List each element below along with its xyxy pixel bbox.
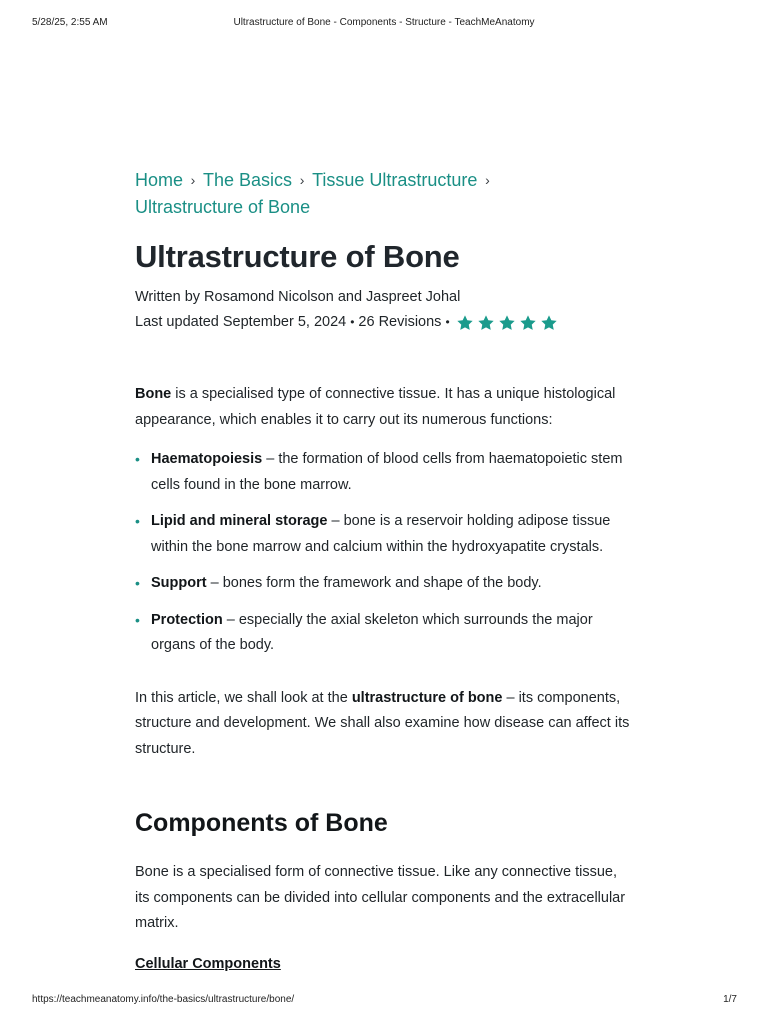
breadcrumb-the-basics-link[interactable]: The Basics <box>203 170 293 190</box>
page-number: 1/7 <box>723 994 737 1005</box>
last-updated: Last updated September 5, 2024 <box>135 314 347 330</box>
list-item-desc: – the formation of blood cells from haematopoietic stem cells found in the bone marrow. <box>151 451 623 493</box>
print-url: https://teachmeanatomy.info/the-basics/ultrastructure/bone/ <box>32 994 295 1005</box>
functions-list <box>135 447 635 659</box>
star-icon[interactable] <box>477 314 495 332</box>
para2-before: In this article, we shall look at the <box>135 689 352 706</box>
bullet-icon: • <box>135 611 140 628</box>
list-item-desc: – bone is a reservoir holding adipose tissue within the bone marrow and calcium within the hydroxyapatite crystals. <box>151 513 611 555</box>
breadcrumb-current-page-link[interactable]: Ultrastructure of Bone <box>135 196 311 217</box>
chevron-right-icon: › <box>485 172 490 188</box>
breadcrumb-home-link[interactable]: Home <box>135 170 184 190</box>
chevron-right-icon: › <box>190 172 196 188</box>
list-item-term: Lipid and mineral storage <box>151 513 328 529</box>
article-meta <box>135 310 635 335</box>
print-page-title: Ultrastructure of Bone - Components - Structure - TeachMeAnatomy <box>233 17 535 28</box>
breadcrumb <box>135 168 635 220</box>
para2-bold: ultrastructure of bone <box>351 689 503 706</box>
star-icon[interactable] <box>456 314 474 332</box>
list-item <box>135 608 635 659</box>
article-content <box>135 168 635 975</box>
print-datetime: 5/28/25, 2:55 AM <box>32 17 108 28</box>
list-item-term: Haematopoiesis <box>151 451 263 467</box>
page-title: Ultrastructure of Bone <box>135 239 460 274</box>
subheading: Cellular Components <box>135 955 281 972</box>
list-item-desc: – especially the axial skeleton which surrounds the major organs of the body. <box>151 611 593 653</box>
list-item <box>135 447 635 498</box>
list-item-desc: – bones form the framework and shape of the body. <box>206 575 542 591</box>
article-paragraph <box>135 686 635 763</box>
star-icon[interactable] <box>519 314 537 332</box>
article-paragraph: Bone is a specialised form of connective tissue. Like any connective tissue, its components can be divided into cellular components and the extracellular matrix. <box>135 864 626 931</box>
meta-separator: • <box>445 315 450 329</box>
meta-separator: • <box>350 315 355 329</box>
star-rating[interactable] <box>456 314 558 332</box>
list-item <box>135 509 635 560</box>
star-icon[interactable] <box>540 314 558 332</box>
intro-bold-term: Bone <box>135 386 172 402</box>
intro-text: is a specialised type of connective tissue. It has a unique histological appearance, which enables it to carry out its numerous functions: <box>135 386 616 428</box>
star-icon[interactable] <box>498 314 516 332</box>
print-footer <box>0 994 768 1008</box>
list-item <box>135 571 635 597</box>
list-item-term: Support <box>151 575 207 591</box>
breadcrumb-tissue-ultrastructure-link[interactable]: Tissue Ultrastructure <box>312 170 478 190</box>
para2-after: – its components, structure and development. We shall also examine how disease can affect its structure. <box>135 689 630 757</box>
revisions-link[interactable]: 26 Revisions <box>358 314 442 330</box>
author-byline: Written by Rosamond Nicolson and Jaspreet Johal <box>135 289 461 305</box>
bullet-icon: • <box>135 575 140 591</box>
intro-paragraph <box>135 382 635 433</box>
bullet-icon: • <box>135 513 140 529</box>
print-header <box>0 17 768 31</box>
section-heading: Components of Bone <box>135 809 388 837</box>
chevron-right-icon: › <box>299 172 305 188</box>
bullet-icon: • <box>135 451 140 467</box>
list-item-term: Protection <box>151 611 223 628</box>
